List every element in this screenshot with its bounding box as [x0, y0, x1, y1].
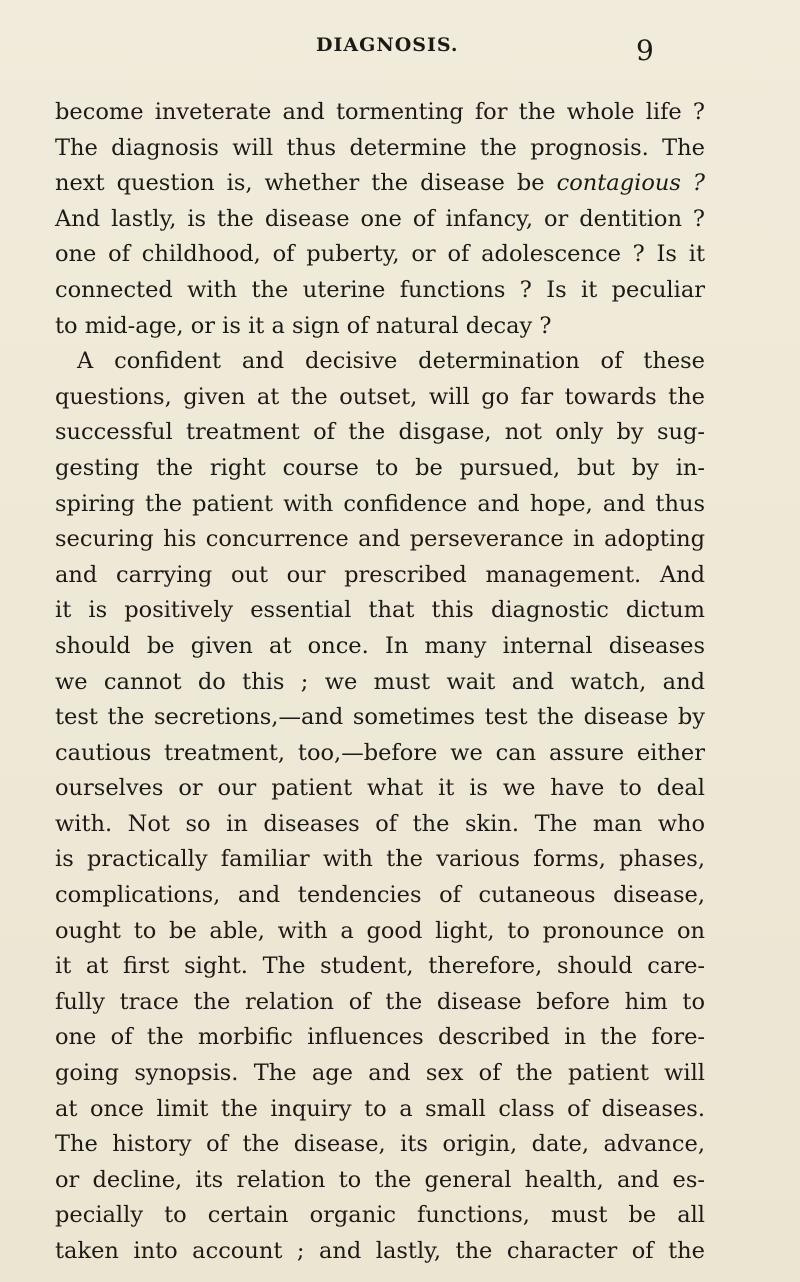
text-line: is practically familiar with the various forms, phases, — [55, 846, 705, 873]
text-line-with-italic — [55, 166, 705, 202]
text-line: successful treatment of the disgase, not only by sug- — [55, 419, 705, 446]
text-line: ought to be able, with a good light, to pronounce on — [55, 917, 705, 944]
text-line: gesting the right course to be pursued, but by in- — [55, 454, 705, 481]
text-line: securing his concurrence and perseverance in adopting — [55, 526, 705, 553]
paragraph-first-line: A confident and decisive determination of these — [77, 348, 705, 375]
text-line: pecially to certain organic functions, must be all — [55, 1202, 705, 1229]
text-line: at once limit the inquiry to a small class of diseases. — [55, 1095, 705, 1122]
text-line: should be given at once. In many internal diseases — [55, 632, 705, 659]
text-line: spiring the patient with confidence and hope, and thus — [55, 490, 705, 517]
text-line: with. Not so in diseases of the skin. The man who — [55, 810, 705, 837]
running-title: DIAGNOSIS. — [316, 34, 459, 56]
text-line: complications, and tendencies of cutaneous disease, — [55, 882, 705, 909]
text-line: questions, given at the outset, will go far towards the — [55, 383, 705, 410]
text-line: it is positively essential that this diagnostic dictum — [55, 597, 705, 624]
text-line: The history of the disease, its origin, date, advance, — [55, 1131, 705, 1158]
page-number: 9 — [636, 34, 654, 67]
running-head — [0, 34, 800, 74]
text-line: The diagnosis will thus determine the prognosis. The — [55, 134, 705, 161]
text-line: ourselves or our patient what it is we have to deal — [55, 775, 705, 802]
text-line: connected with the uterine functions ? Is it peculiar — [55, 276, 705, 303]
text-line: fully trace the relation of the disease before him to — [55, 988, 705, 1015]
text-line: it at first sight. The student, therefore, should care- — [55, 953, 705, 980]
text-line: one of childhood, of puberty, or of adolescence ? Is it — [55, 241, 705, 268]
text-line-start: next question is, whether the disease be — [55, 170, 557, 197]
text-line: And lastly, is the disease one of infancy, or dentition ? — [55, 205, 705, 232]
text-line: or decline, its relation to the general health, and es- — [55, 1166, 705, 1193]
body-text — [55, 95, 705, 1270]
text-line: test the secretions,—and sometimes test the disease by — [55, 704, 705, 731]
text-line: one of the morbific influences described in the fore- — [55, 1024, 705, 1051]
text-line: taken into account ; and lastly, the character of the — [55, 1238, 705, 1264]
text-line: we cannot do this ; we must wait and watch, and — [55, 668, 705, 695]
text-line: become inveterate and tormenting for the whole life ? — [55, 99, 705, 125]
text-line: cautious treatment, too,—before we can assure either — [55, 739, 705, 766]
text-line: to mid-age, or is it a sign of natural decay ? — [55, 312, 552, 339]
text-line: and carrying out our prescribed management. And — [55, 561, 705, 588]
text-line: going synopsis. The age and sex of the patient will — [55, 1060, 705, 1087]
italic-phrase: contagious ? — [556, 170, 705, 197]
